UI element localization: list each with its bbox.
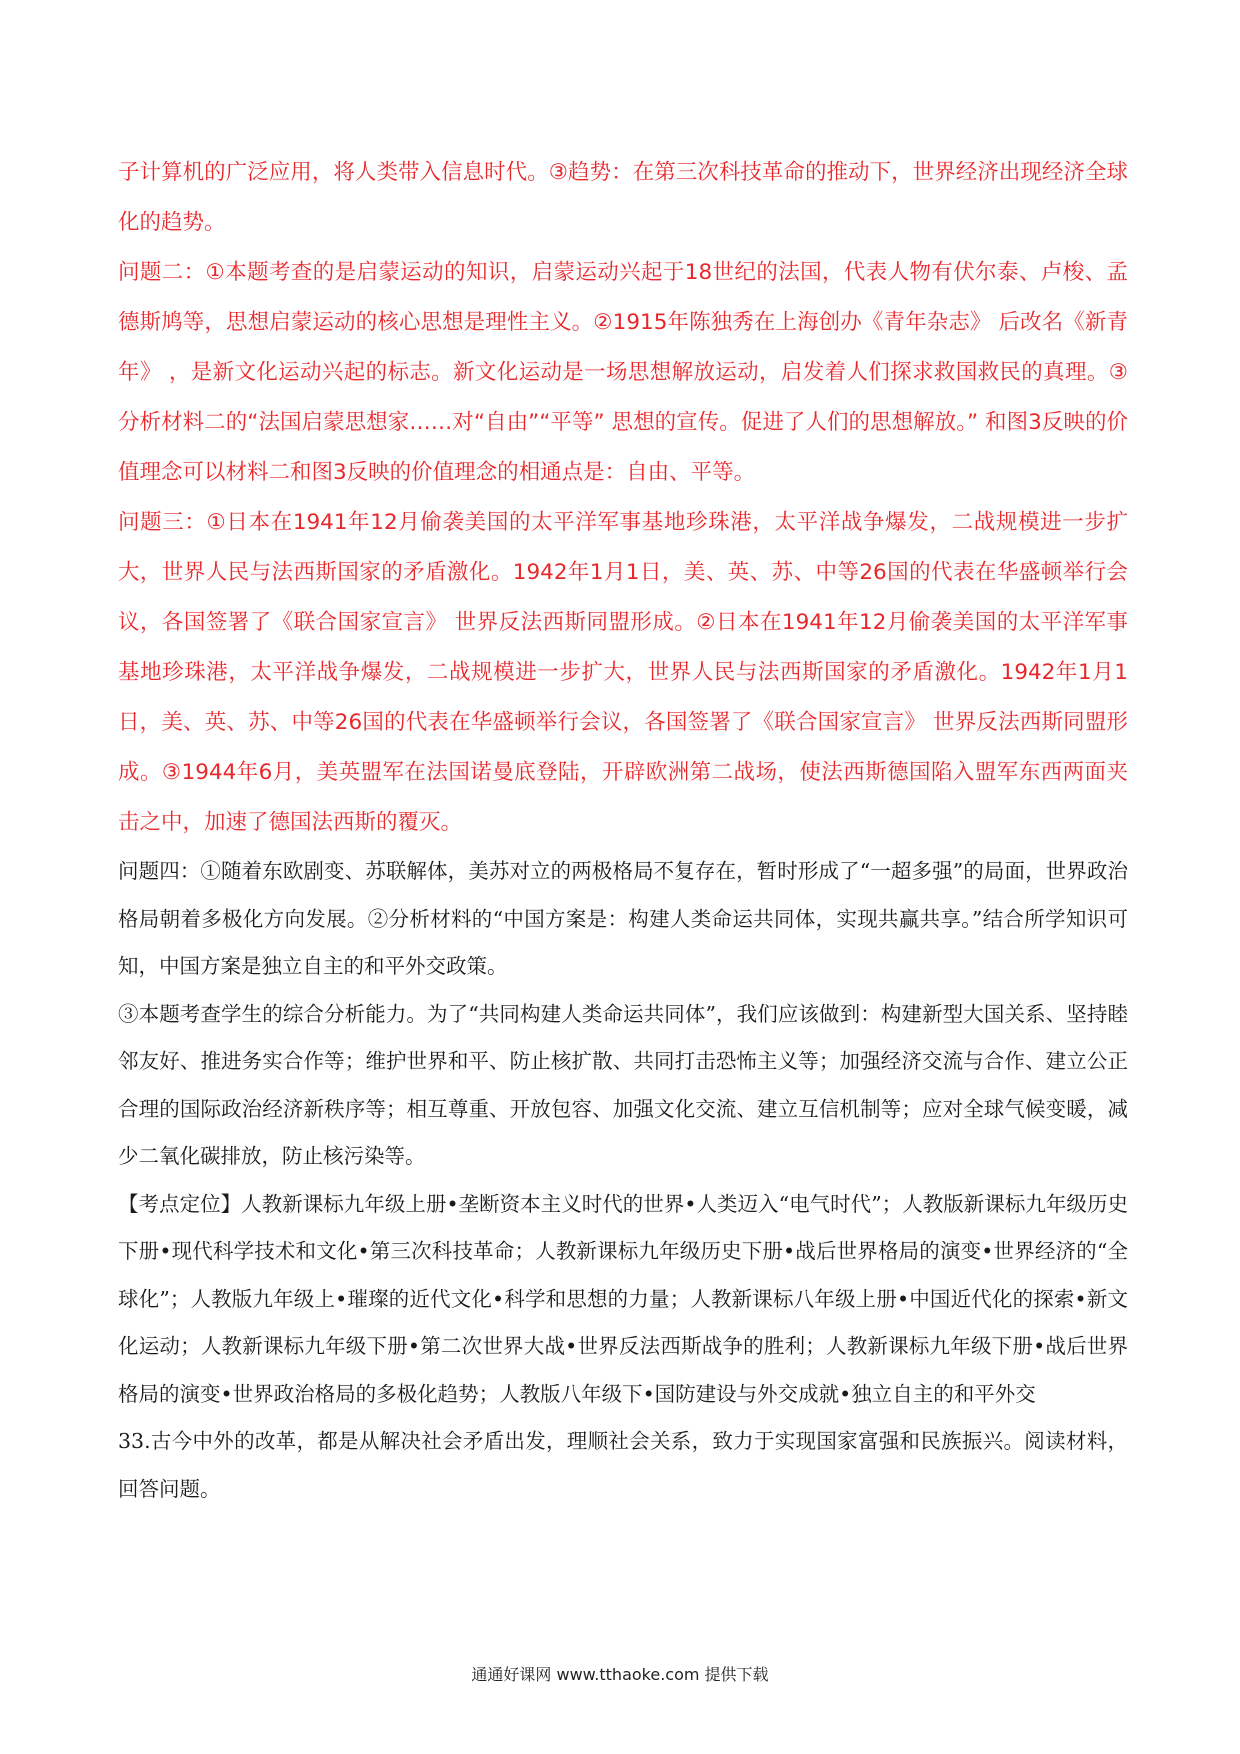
page-footer: 通通好课网 www.tthaoke.com 提供下载 bbox=[471, 1665, 769, 1684]
kaodian-dingwei: 【考点定位】人教新课标九年级上册•垄断资本主义时代的世界•人类迈入“电气时代”；人教版新课标九年级历史下册•现代科学技术和文化•第三次科技革命；人教新课标九年级历史下册•战后世界格局的演变•世界经济的“全球化”；人教版九年级上•璀璨的近代文化•科学和思想的力量；人教新课标八年级上册•中国近代化的探索•新文化运动；人教新课标九年级下册•第二次世界大战•世界反法西斯战争的胜利；人教新课标九年级下册•战后世界格局的演变•世界政治格局的多极化趋势；人教版八年级下•国防建设与外交成就•独立自主的和平外交 bbox=[118, 1191, 1128, 1406]
answer-q2: 问题二：①本题考查的是启蒙运动的知识，启蒙运动兴起于18世纪的法国，代表人物有伏尔泰、卢梭、孟德斯鸠等，思想启蒙运动的核心思想是理性主义。②1915年陈独秀在上海创办《青年杂志》 后改名《新青年》 ，是新文化运动兴起的标志。新文化运动是一场思想解放运动，启发着人们探求救国救民的真理。③分析材料二的“法国启蒙思想家……对“自由”“平等” 思想的宣传。促进了人们的思想解放。” 和图3反映的价值理念可以材料二和图3反映的价值理念的相通点是：自由、平等。 bbox=[118, 260, 1128, 485]
page-content bbox=[118, 148, 1128, 1513]
answer-q1-tail: 子计算机的广泛应用，将人类带入信息时代。③趋势：在第三次科技革命的推动下，世界经济出现经济全球化的趋势。 bbox=[118, 160, 1128, 235]
answer-q4-part3: ③本题考查学生的综合分析能力。为了“共同构建人类命运共同体”，我们应该做到：构建新型大国关系、坚持睦邻友好、推进务实合作等；维护世界和平、防止核扩散、共同打击恐怖主义等；加强经济交流与合作、建立公正合理的国际政治经济新秩序等；相互尊重、开放包容、加强文化交流、建立互信机制等；应对全球气候变暖，减少二氧化碳排放，防止核污染等。 bbox=[118, 1001, 1128, 1168]
question-33: 33.古今中外的改革，都是从解决社会矛盾出发，理顺社会关系，致力于实现国家富强和民族振兴。阅读材料，回答问题。 bbox=[118, 1429, 1128, 1501]
answer-q4: 问题四：①随着东欧剧变、苏联解体，美苏对立的两极格局不复存在，暂时形成了“一超多强”的局面，世界政治格局朝着多极化方向发展。②分析材料的“中国方案是：构建人类命运共同体，实现共赢共享。”结合所学知识可知，中国方案是独立自主的和平外交政策。 bbox=[118, 859, 1128, 978]
answer-q3: 问题三：①日本在1941年12月偷袭美国的太平洋军事基地珍珠港，太平洋战争爆发，二战规模进一步扩大，世界人民与法西斯国家的矛盾激化。1942年1月1日，美、英、苏、中等26国的代表在华盛顿举行会议，各国签署了《联合国家宣言》 世界反法西斯同盟形成。②日本在1941年12月偷袭美国的太平洋军事基地珍珠港，太平洋战争爆发，二战规模进一步扩大，世界人民与法西斯国家的矛盾激化。1942年1月1日，美、英、苏、中等26国的代表在华盛顿举行会议，各国签署了《联合国家宣言》 世界反法西斯同盟形成。③1944年6月，美英盟军在法国诺曼底登陆，开辟欧洲第二战场，使法西斯德国陷入盟军东西两面夹击之中，加速了德国法西斯的覆灭。 bbox=[118, 510, 1128, 835]
